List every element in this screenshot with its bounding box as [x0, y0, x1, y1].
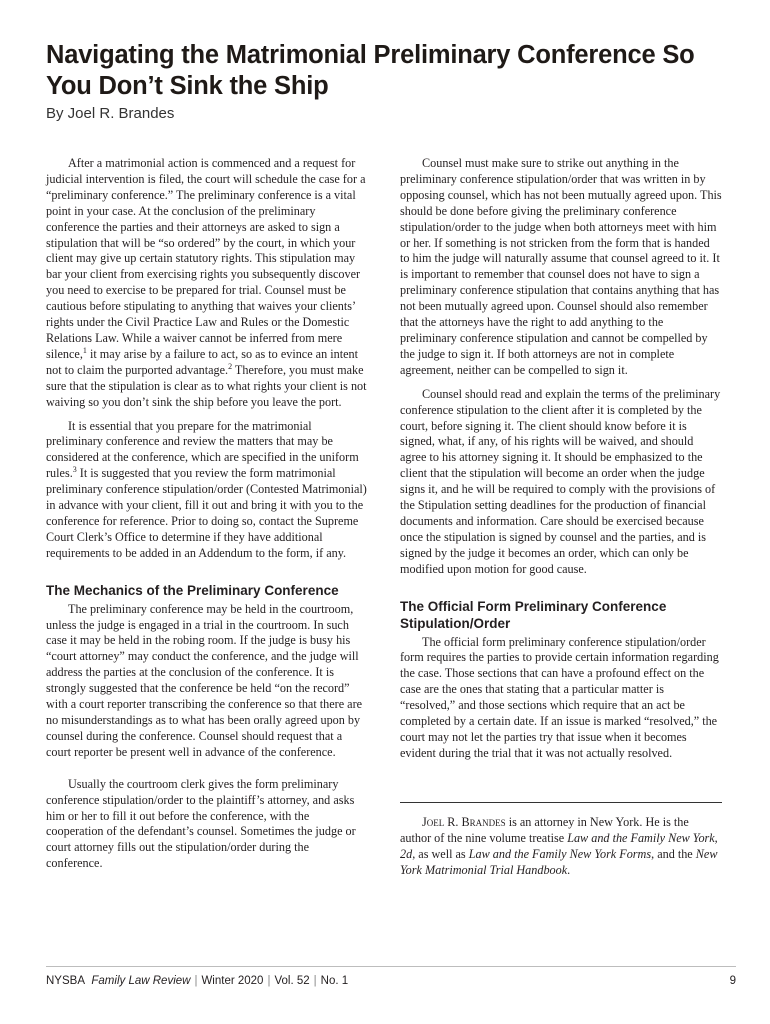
- article-title: [46, 40, 736, 102]
- section-heading: The Mechanics of the Preliminary Conference: [46, 582, 339, 598]
- footnote-marker[interactable]: 3: [72, 465, 77, 475]
- paragraph-text: It is essential that you prepare for the matrimonial preliminary conference and review the matters that may be considered at the conference, which are specified in the uniform rules.: [46, 418, 359, 481]
- paragraph: Counsel should read and explain the terms of the preliminary conference stipulation to the client after it is completed by the court, before signing it. The client should know before it is signed, what, if any, of his rights will be waived, and should agree to his attorney signing it. It should be emphasized to the client that the stipulation will become an order when the judge signs it, and he will be required to comply with the provisions of the Stipulation setting deadlines for the production of financial documents and information. Care should be exercised because once the stipulation is signed by counsel and the parties, and is signed by the judge it becomes an order, which can only be modified upon motion for good cause.: [400, 386, 721, 576]
- footnote-marker[interactable]: 2: [228, 361, 233, 371]
- paragraph: The official form preliminary conference stipulation/order form requires the parties to provide certain information regarding the case. Those sections that can have a profound effect on the case are the ones that stating that a particular matter is “resolved,” and those sections which require that an act be completed by a certain date. If an issue is marked “resolved,” the court may not let the parties try that issue when it becomes evident during the trial that it was not actually resolved.: [400, 634, 719, 760]
- page-footer: [46, 973, 736, 989]
- footer-number: No. 1: [320, 975, 349, 987]
- paragraph-text: it may arise by a failure to act, so as to evince an intent not to claim the purported advantage.: [46, 346, 358, 377]
- footer-separator: |: [194, 975, 198, 987]
- paragraph-text: After a matrimonial action is commenced and a request for judicial intervention is filed, the court will schedule the case for a “preliminary conference.” The preliminary conference is a vital point in your case. At the conclusion of the preliminary conference the parties and their attorneys are asked to sign a stipulation that will be “so ordered” by the court, in which your client may give up certain statutory rights. This stipulation may bar your client from exercising rights you subsequently discover you need to exercise to be prepared for trial. Counsel must be cautious before stipulating to anything that waives your clients’ rights under the Civil Practice Law and Rules or the Domestic Relations Law. While a waiver cannot be inferred from mere silence,: [46, 156, 366, 361]
- right-column: [400, 156, 722, 886]
- book-title: Law and the Family New York Forms: [468, 846, 652, 861]
- bio-text: , as well as: [412, 846, 469, 861]
- book-title: Law and the Family New York, 2d: [400, 830, 718, 861]
- paragraph: The preliminary conference may be held in the courtroom, unless the judge is engaged in a trial in the courtroom. In such case it may be held in the robing room. If the judge is busy his “court attorney” may conduct the conference, and the judge will address the parties at the conclusion of the conference. It is strongly suggested that the conference be held “on the record” with a court reporter transcribing the conference so that there are no misunderstandings as to what has been orally agreed upon by counsel during the conference. Counsel should request that a court reporter be present well in advance of the conference.: [46, 601, 363, 759]
- author-bio: [400, 815, 722, 879]
- footnote-marker[interactable]: 1: [82, 345, 87, 355]
- article-title-line-2: You Don’t Sink the Ship: [46, 72, 329, 100]
- paragraph-text: It is suggested that you review the form matrimonial preliminary conference stipulation/order (Contested Matrimonial) in advance with your client, fill it out and bring it with you to the conference for reference. Prior to doing so, contact the Supreme Court Clerk’s Office to determine if they have additional requirements to be added in an Addendum to the form, if any.: [46, 466, 367, 560]
- bio-text: .: [567, 862, 571, 877]
- author-name: Joel R. Brandes: [422, 814, 506, 829]
- article-title-line-1: Navigating the Matrimonial Preliminary Conference So: [46, 41, 695, 69]
- book-title: New York Matrimonial Trial Handbook: [400, 846, 718, 877]
- footer-publication: [46, 975, 190, 987]
- paragraph: [46, 419, 368, 562]
- bio-text: is an attorney in New York. He is the author of the nine volume treatise: [400, 814, 689, 845]
- footer-separator: |: [267, 975, 271, 987]
- paragraph: Usually the courtroom clerk gives the form preliminary conference stipulation/order to the plaintiff’s attorney, and asks him or her to fill it out before the conference, with the cooperation of the defendant’s counsel. Sometimes the judge or court attorney fills out the stipulation/order during the conference.: [46, 776, 356, 871]
- byline: By Joel R. Brandes: [46, 105, 175, 122]
- paragraph: Counsel must make sure to strike out anything in the preliminary conference stipulation/order that was written in by opposing counsel, which has not been mutually agreed upon. This should be done before giving the preliminary conference stipulation/order to the judge when both attorneys meet with him or her. If something is not stricken from the form that is handed to him the judge will naturally assume that counsel agreed to it. It is important to remember that counsel does not have to sign a preliminary conference stipulation that contains anything that has not been mutually agreed upon. Counsel should also remember that the attorneys have the right to add anything to the preliminary conference stipulation and cannot be compelled by the judge to sign it. If both attorneys are not in complete agreement, neither can be compelled to sign it.: [400, 156, 722, 377]
- footer-volume: Vol. 52: [274, 975, 310, 987]
- bio-text: , and the: [651, 846, 696, 861]
- footer-org: NYSBA: [46, 975, 85, 987]
- footer-journal: Family Law Review: [91, 975, 191, 987]
- page-number: 9: [729, 975, 736, 987]
- paragraph: [46, 156, 368, 411]
- section-heading: The Official Form Preliminary Conference Stipulation/Order: [400, 598, 667, 631]
- footer-issue: Winter 2020: [201, 975, 264, 987]
- footer-divider: [46, 966, 736, 967]
- footer-separator: |: [313, 975, 317, 987]
- paragraph-text: Therefore, you must make sure that the stipulation is clear as to what rights your client is not waiving so you don’t sink the ship before you leave the port.: [46, 362, 367, 409]
- left-column: [46, 156, 368, 880]
- bio-divider: [400, 802, 722, 803]
